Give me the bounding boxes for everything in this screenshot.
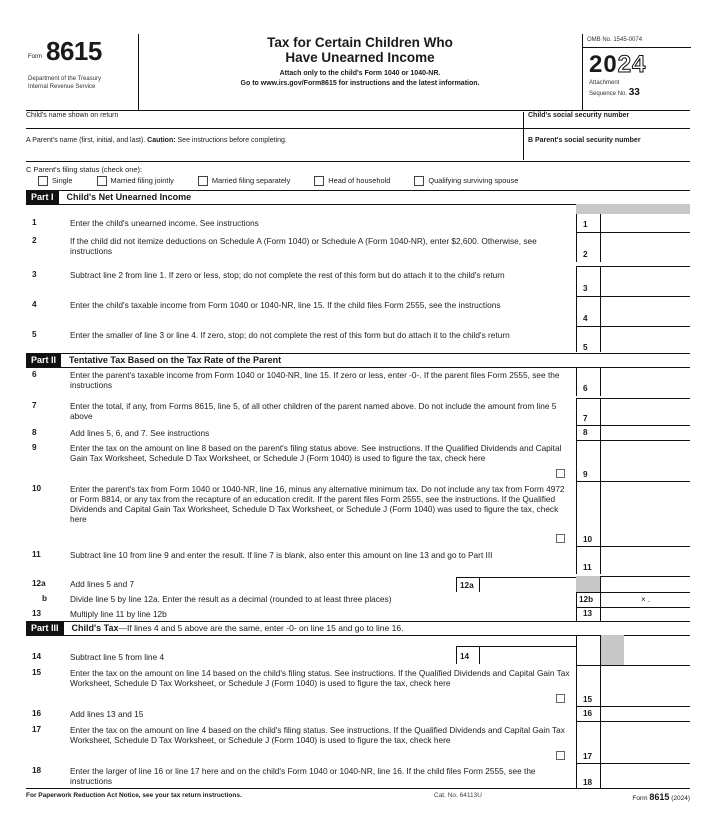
- line-18-box: 18: [576, 763, 600, 788]
- line-12a-box: 12a: [456, 577, 480, 592]
- omb-number: OMB No. 1545-0074: [583, 34, 691, 48]
- line-15-text: Enter the tax on the amount on line 14 based on the child's filing status. See instructions. If the Qualified Dividends and Capital Gain Tax Worksheet, Schedule D Tax Worksheet, or Schedule J (Form 1040) is used to figure the tax, check here: [70, 668, 570, 689]
- parent-name-label: [26, 137, 287, 146]
- line-12a-shade: [576, 576, 600, 592]
- filing-option-label: Head of household: [328, 176, 391, 186]
- line-6-box: 6: [576, 367, 600, 396]
- filing-option-label: Married filing separately: [211, 176, 291, 186]
- form-header: [26, 34, 690, 111]
- line-17-amount[interactable]: [600, 721, 690, 763]
- attachment-label: Attachment: [589, 79, 620, 86]
- line-4-text: Enter the child's taxable income from Form 1040 or 1040-NR, line 15. If the child files Form 2555, see the instructions: [70, 300, 501, 310]
- paperwork-notice: For Paperwork Reduction Act Notice, see your tax return instructions.: [26, 792, 242, 799]
- dept-line1: Department of the Treasury: [28, 76, 102, 82]
- form-page: [26, 12, 716, 802]
- dept-line2: Internal Revenue Service: [28, 83, 96, 90]
- line-2-box: 2: [576, 232, 600, 262]
- filing-option-label: Married filing jointly: [110, 176, 174, 186]
- line-4-amount[interactable]: [600, 296, 690, 326]
- line-1-number: 1: [32, 218, 37, 227]
- line-10-text: Enter the parent's tax from Form 1040 or 1040-NR, line 16, minus any alternative minimum tax. Do not include any tax from Form 4972 or Form 8814, or any tax from the recapture of an education credit. If the parent files Form 2555, see the instructions. If the Qualified Dividends and Capital Gain Tax Worksheet, Schedule D Tax Worksheet, or Schedule J (Form 1040) was used to figure the tax, check here: [70, 484, 565, 525]
- line-13-amount[interactable]: [600, 607, 690, 621]
- line-11-amount[interactable]: [600, 546, 690, 574]
- form-footer: [26, 788, 690, 802]
- line-18: [26, 766, 690, 788]
- line-3-box: 3: [576, 266, 600, 296]
- part1-shade: [576, 204, 690, 214]
- line-1-box: 1: [576, 214, 600, 232]
- line-5: [26, 330, 690, 354]
- parent-ssn-label: B Parent's social security number: [523, 129, 641, 160]
- line-3-text: Subtract line 2 from line 1. If zero or less, stop; do not complete the rest of this form but do attach it to the child's return: [70, 270, 505, 280]
- line-12a-text: Add lines 5 and 7: [70, 579, 135, 589]
- line-9-number: 9: [32, 443, 37, 452]
- part1-header: [26, 190, 690, 205]
- line-8-amount[interactable]: [600, 425, 690, 440]
- line-18-text: Enter the larger of line 16 or line 17 here and on the child's Form 1040 or 1040-NR, line 16. If the child files Form 2555, see the instructions: [70, 766, 536, 787]
- line-17: [26, 725, 690, 763]
- form-id-block: [26, 34, 139, 110]
- part3-title: Child's Tax: [71, 623, 119, 633]
- caution-label: Caution:: [147, 137, 176, 144]
- line-12b-decimal[interactable]: × .: [600, 592, 690, 607]
- child-ssn-label: Child's social security number: [523, 112, 629, 128]
- line-12b-box: 12b: [576, 592, 600, 607]
- line-13-text: Multiply line 11 by line 12b: [70, 609, 167, 619]
- filing-status-row: [26, 162, 690, 190]
- title-block: [140, 34, 580, 110]
- sequence-number: 33: [628, 87, 640, 99]
- part2-tag: Part II: [26, 354, 61, 367]
- footer-form-number: 8615: [649, 792, 670, 802]
- line-7-number: 7: [32, 401, 37, 410]
- line-9-box: 9: [576, 440, 600, 481]
- line-13-box: 13: [576, 607, 600, 621]
- line-2-amount[interactable]: [600, 232, 690, 262]
- line-2-number: 2: [32, 236, 37, 245]
- line-6-number: 6: [32, 370, 37, 379]
- line-12a: [26, 579, 690, 592]
- filing-option-label: Qualifying surviving spouse: [428, 176, 519, 186]
- line-10-number: 10: [32, 484, 42, 493]
- parent-name-text: A Parent's name (first, initial, and last).: [26, 137, 146, 144]
- line-15: [26, 668, 690, 706]
- line-14-amount[interactable]: [480, 646, 576, 664]
- line-17-checkbox[interactable]: [556, 751, 565, 760]
- line-7: [26, 401, 690, 425]
- part3-note: —If lines 4 and 5 above are the same, enter -0- on line 15 and go to line 16.: [118, 623, 404, 633]
- year-outline: 24: [617, 51, 647, 79]
- filing-option[interactable]: [38, 176, 73, 186]
- line-15-number: 15: [32, 668, 42, 677]
- part2-header: [26, 353, 690, 368]
- line-12a-right-blank: [600, 576, 690, 592]
- line-1-amount[interactable]: [600, 214, 690, 232]
- line-7-amount[interactable]: [600, 398, 690, 425]
- line-14-box: 14: [456, 646, 480, 664]
- line-9-amount[interactable]: [600, 440, 690, 481]
- part1-tag: Part I: [26, 191, 59, 204]
- attach-note: Attach only to the child's Form 1040 or 1040-NR.: [279, 70, 441, 78]
- line-17-number: 17: [32, 725, 42, 734]
- line-16: [26, 709, 690, 721]
- filing-option-checkbox[interactable]: [97, 176, 107, 186]
- line-9: [26, 443, 690, 481]
- catalog-number: Cat. No. 64113U: [434, 792, 482, 799]
- line-4: [26, 300, 690, 326]
- line-16-number: 16: [32, 709, 42, 718]
- line-9-checkbox[interactable]: [556, 469, 565, 478]
- line-11: [26, 550, 690, 574]
- form-number: 8615: [46, 36, 102, 66]
- line-8-number: 8: [32, 428, 37, 437]
- line-12a-number: 12a: [32, 579, 46, 588]
- line-14-text: Subtract line 5 from line 4: [70, 652, 165, 662]
- line-6-text: Enter the parent's taxable income from Form 1040 or 1040-NR, line 15. If zero or less, enter -0-. If the parent files Form 2555, see the instructions: [70, 370, 560, 391]
- line-11-text: Subtract line 10 from line 9 and enter the result. If line 7 is blank, also enter this amount on line 13 and go to Part III: [70, 550, 493, 560]
- filing-option-checkbox[interactable]: [314, 176, 324, 186]
- line-10-amount[interactable]: [600, 481, 690, 546]
- line-4-box: 4: [576, 296, 600, 326]
- year-block: [582, 34, 691, 110]
- line-7-box: 7: [576, 398, 600, 425]
- line-5-amount[interactable]: [600, 326, 690, 352]
- title-line1: Tax for Certain Children Who: [267, 35, 453, 50]
- year-solid: 20: [589, 51, 618, 79]
- tax-year: [583, 50, 691, 79]
- line-4-number: 4: [32, 300, 37, 309]
- filing-option[interactable]: [97, 176, 174, 186]
- line-13: [26, 609, 690, 621]
- line-6: [26, 370, 690, 396]
- line-11-box: 11: [576, 546, 600, 574]
- line-2-text: If the child did not itemize deductions on Schedule A (Form 1040) or Schedule A (Form 1040-NR), enter $2,600. Otherwise, see instructions: [70, 236, 537, 257]
- line-14-number: 14: [32, 652, 42, 661]
- line-18-amount[interactable]: [600, 763, 690, 788]
- line-3: [26, 270, 690, 296]
- parent-info-row: [26, 129, 690, 162]
- line-3-number: 3: [32, 270, 37, 279]
- line-12b: [26, 594, 690, 607]
- filing-option-label: Single: [52, 176, 73, 186]
- line-16-box: 16: [576, 706, 600, 721]
- line-1: [26, 218, 690, 232]
- filing-option-checkbox[interactable]: [414, 176, 424, 186]
- line-12b-number: b: [42, 594, 48, 603]
- line-5-number: 5: [32, 330, 37, 339]
- line-15-checkbox[interactable]: [556, 694, 565, 703]
- footer-form-id: [632, 792, 690, 803]
- child-info-row: [26, 110, 690, 129]
- line-16-text: Add lines 13 and 15: [70, 709, 144, 719]
- filing-option[interactable]: [414, 176, 518, 186]
- filing-option-checkbox[interactable]: [38, 176, 48, 186]
- line-15-amount[interactable]: [600, 665, 690, 706]
- line-11-number: 11: [32, 550, 41, 559]
- line-8: [26, 428, 690, 440]
- line-15-box: 15: [576, 665, 600, 706]
- line-17-box: 17: [576, 721, 600, 763]
- form-title: [140, 36, 580, 65]
- line-18-number: 18: [32, 766, 42, 775]
- line-5-text: Enter the smaller of line 3 or line 4. If zero, stop; do not complete the rest of this form but do attach it to the child's return: [70, 330, 510, 340]
- line-10: [26, 484, 690, 546]
- attachment-seq: [583, 80, 691, 100]
- line-12b-text: Divide line 5 by line 12a. Enter the result as a decimal (rounded to at least three places): [70, 594, 392, 604]
- filing-option[interactable]: [314, 176, 390, 186]
- line-1-text: Enter the child's unearned income. See instructions: [70, 218, 259, 228]
- filing-status-options: [38, 176, 542, 186]
- instructions-block: [140, 69, 580, 88]
- goto-note: Go to www.irs.gov/Form8615 for instructions and the latest information.: [240, 79, 480, 87]
- line-13-number: 13: [32, 609, 42, 618]
- line-10-checkbox[interactable]: [556, 534, 565, 543]
- caution-note: See instructions before completing.: [177, 137, 287, 144]
- line-17-text: Enter the tax on the amount on line 4 based on the child's filing status. See instructions. If the Qualified Dividends and Capital Gain Tax Worksheet, Schedule D Tax Worksheet, or Schedule J (Form 1040) is used to figure the tax, check here: [70, 725, 565, 746]
- part3-tag: Part III: [26, 622, 64, 635]
- line-2: [26, 236, 690, 262]
- footer-form-word: Form: [632, 795, 648, 802]
- line-6-amount[interactable]: [600, 367, 690, 396]
- line-12a-amount[interactable]: [480, 577, 576, 592]
- line-7-text: Enter the total, if any, from Forms 8615, line 5, of all other children of the parent named above. Do not include the amount from line 5 above: [70, 401, 557, 422]
- line-5-box: 5: [576, 326, 600, 352]
- title-line2: Have Unearned Income: [285, 49, 435, 65]
- line-8-text: Add lines 5, 6, and 7. See instructions: [70, 428, 210, 438]
- part2-title: Tentative Tax Based on the Tax Rate of the Parent: [69, 355, 282, 365]
- child-name-label: Child's name shown on return: [26, 112, 119, 119]
- line-9-text: Enter the tax on the amount on line 8 based on the parent's filing status above. See instructions. If the Qualified Dividends and Capital Gain Tax Worksheet, Schedule D Tax Worksheet, or Schedule J (Form 1040) is used to figure the tax, check here: [70, 443, 562, 464]
- part3-header: [26, 621, 690, 636]
- department-block: [28, 76, 101, 92]
- sequence-label: Sequence No.: [589, 91, 628, 98]
- form-word: Form: [28, 54, 42, 60]
- line-10-box: 10: [576, 481, 600, 546]
- line-8-box: 8: [576, 425, 600, 440]
- line-14: [26, 652, 690, 664]
- line-16-amount[interactable]: [600, 706, 690, 721]
- footer-form-year: (2024): [671, 795, 690, 802]
- line-3-amount[interactable]: [600, 266, 690, 296]
- filing-option[interactable]: [198, 176, 290, 186]
- part1-title: Child's Net Unearned Income: [66, 192, 192, 202]
- filing-status-label: C Parent's filing status (check one):: [26, 165, 143, 174]
- filing-option-checkbox[interactable]: [198, 176, 208, 186]
